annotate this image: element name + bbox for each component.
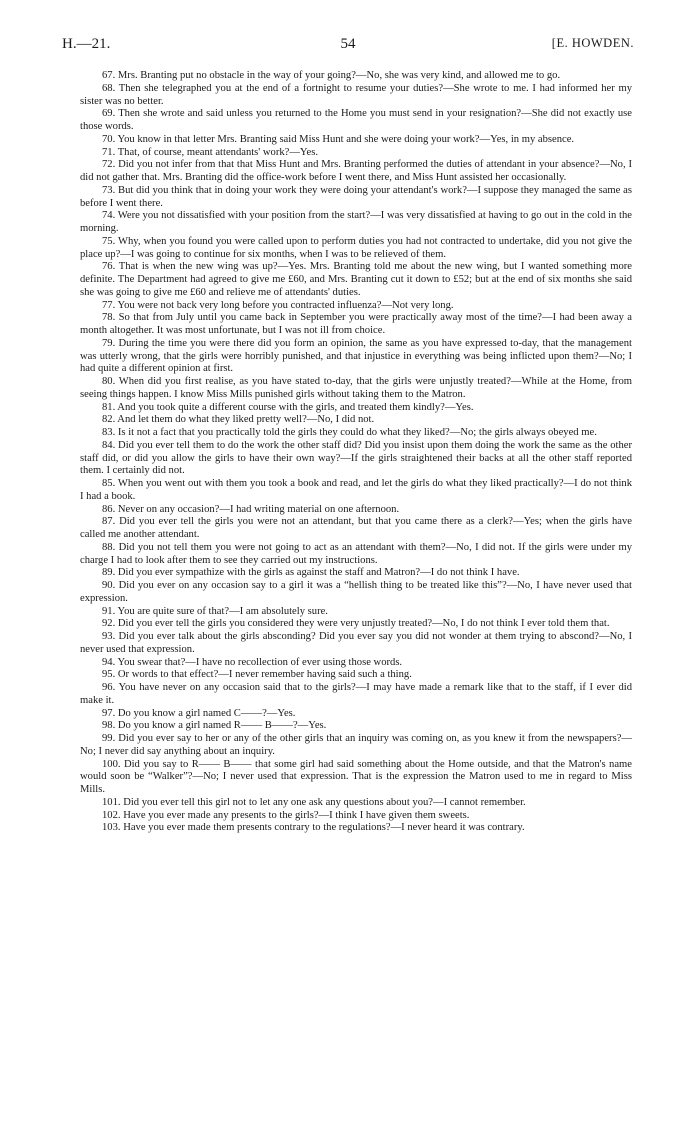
question-95: 95. Or words to that effect?—I never remember having said such a thing. bbox=[102, 669, 412, 681]
question-90: 90. Did you ever on any occasion say to a girl it was a “hellish thing to be treated like this”?—No, I have never used that expression. bbox=[80, 580, 632, 604]
question-100: 100. Did you say to R—— B—— that some girl had said something about the Home outside, and that the Matron's name would soon be “Walker”?—No; I never used that expression. That is the expression the Matron used to me in regard to Miss Mills. bbox=[80, 758, 632, 795]
question-93: 93. Did you ever talk about the girls absconding? Did you ever say you did not wonder at them trying to abscond?—No, I never used that expression. bbox=[80, 631, 632, 655]
question-71: 71. That, of course, meant attendants' work?—Yes. bbox=[102, 146, 318, 158]
question-69: 69. Then she wrote and said unless you returned to the Home you must send in your resignation?—She did not exactly use those words. bbox=[80, 108, 632, 132]
question-78: 78. So that from July until you came back in September you were practically away most of the time?—I had been away a month altogether. It was most unfortunate, but I was not ill from choice. bbox=[80, 312, 632, 336]
question-97: 97. Do you know a girl named C——?—Yes. bbox=[102, 707, 296, 719]
question-67: 67. Mrs. Branting put no obstacle in the way of your going?—No, she was very kind, and allowed me to go. bbox=[102, 70, 561, 81]
question-102: 102. Have you ever made any presents to the girls?—I think I have given them sweets. bbox=[102, 809, 470, 821]
question-77: 77. You were not back very long before you contracted influenza?—Not very long. bbox=[102, 299, 454, 311]
testimony-body bbox=[80, 70, 632, 835]
question-91: 91. You are quite sure of that?—I am absolutely sure. bbox=[102, 605, 328, 617]
question-74: 74. Were you not dissatisfied with your position from the start?—I was very dissatisfied at having to go out in the cold in the morning. bbox=[80, 210, 632, 234]
question-82: 82. And let them do what they liked pretty well?—No, I did not. bbox=[102, 414, 375, 426]
question-88: 88. Did you not tell them you were not going to act as an attendant with them?—No, I did not. If the girls were under my charge I had to look after them to see they carried out my instructions. bbox=[80, 541, 632, 566]
question-87: 87. Did you ever tell the girls you were not an attendant, but that you came there as a clerk?—Yes; when the girls have called me another attendant. bbox=[80, 516, 632, 540]
page-header bbox=[62, 36, 634, 56]
question-80: 80. When did you first realise, as you have stated to-day, that the girls were unjustly treated?—While at the Home, from seeing things happen. I know Miss Mills punished girls without taking them to the Matron. bbox=[80, 376, 632, 400]
question-85: 85. When you went out with them you took a book and read, and let the girls do what they liked practically?—I do not think I had a book. bbox=[80, 478, 632, 502]
question-70: 70. You know in that letter Mrs. Branting said Miss Hunt and she were doing your work?—Yes, in my absence. bbox=[102, 133, 575, 145]
question-68: 68. Then she telegraphed you at the end of a fortnight to resume your duties?—She wrote to me. I had informed her my sister was no better. bbox=[80, 82, 632, 107]
question-84: 84. Did you ever tell them to do the work the other staff did? Did you insist upon them doing the work the same as the other staff did, or did you allow the girls to have their own way?—If the girls straightened their backs at all the other staff reported them. I certainly did not. bbox=[80, 439, 632, 477]
question-72: 72. Did you not infer from that that Miss Hunt and Mrs. Branting performed the duties of attendant in your absence?—No, I did not gather that. Mrs. Branting did the office-work before I went there, and Miss Hunt assisted her occasionally. bbox=[80, 159, 632, 183]
question-103: 103. Have you ever made them presents contrary to the regulations?—I never heard it was contrary. bbox=[102, 822, 525, 834]
question-94: 94. You swear that?—I have no recollection of ever using those words. bbox=[102, 656, 403, 668]
question-92: 92. Did you ever tell the girls you considered they were very unjustly treated?—No, I do not think I ever told them that. bbox=[102, 618, 610, 630]
question-89: 89. Did you ever sympathize with the girls as against the staff and Matron?—I do not think I have. bbox=[102, 567, 520, 579]
question-98: 98. Do you know a girl named R—— B——?—Yes. bbox=[102, 720, 327, 732]
question-79: 79. During the time you were there did you form an opinion, the same as you have expressed to-day, that the management was utterly wrong, that the girls were horribly punished, and that injustice in everything was being inflicted upon them?—No; I had quite a different opinion at first. bbox=[80, 337, 632, 375]
page-number: 54 bbox=[340, 36, 356, 52]
question-101: 101. Did you ever tell this girl not to let any one ask any questions about you?—I cannot remember. bbox=[102, 796, 526, 808]
question-76: 76. That is when the new wing was up?—Yes. Mrs. Branting told me about the new wing, but I wanted something more definite. The Department had agreed to give me £60, and Mrs. Branting cut it down to £52; but at the end of six months she said she was going to give me £60 and relieve me of attendants' duties. bbox=[80, 261, 632, 298]
question-99: 99. Did you ever say to her or any of the other girls that an inquiry was coming on, as you knew it from the newspapers?—No; I never did say anything about an inquiry. bbox=[80, 733, 632, 757]
question-96: 96. You have never on any occasion said that to the girls?—I may have made a remark like that to the staff, if I ever did make it. bbox=[80, 682, 632, 706]
question-81: 81. And you took quite a different course with the girls, and treated them kindly?—Yes. bbox=[102, 401, 474, 413]
document-number: H.—21. bbox=[62, 36, 111, 52]
question-75: 75. Why, when you found you were called upon to perform duties you had not contracted to undertake, did you not give the place up?—I was going to continue for six months, when I was to be relieved of them. bbox=[80, 235, 632, 260]
question-86: 86. Never on any occasion?—I had writing material on one afternoon. bbox=[102, 503, 400, 515]
witness-name: [E. HOWDEN. bbox=[551, 36, 634, 50]
question-83: 83. Is it not a fact that you practically told the girls they could do what they liked?—No; the girls always obeyed me. bbox=[102, 427, 597, 438]
question-73: 73. But did you think that in doing your work they were doing your attendant's work?—I suppose they managed the same as before I went there. bbox=[80, 184, 632, 209]
